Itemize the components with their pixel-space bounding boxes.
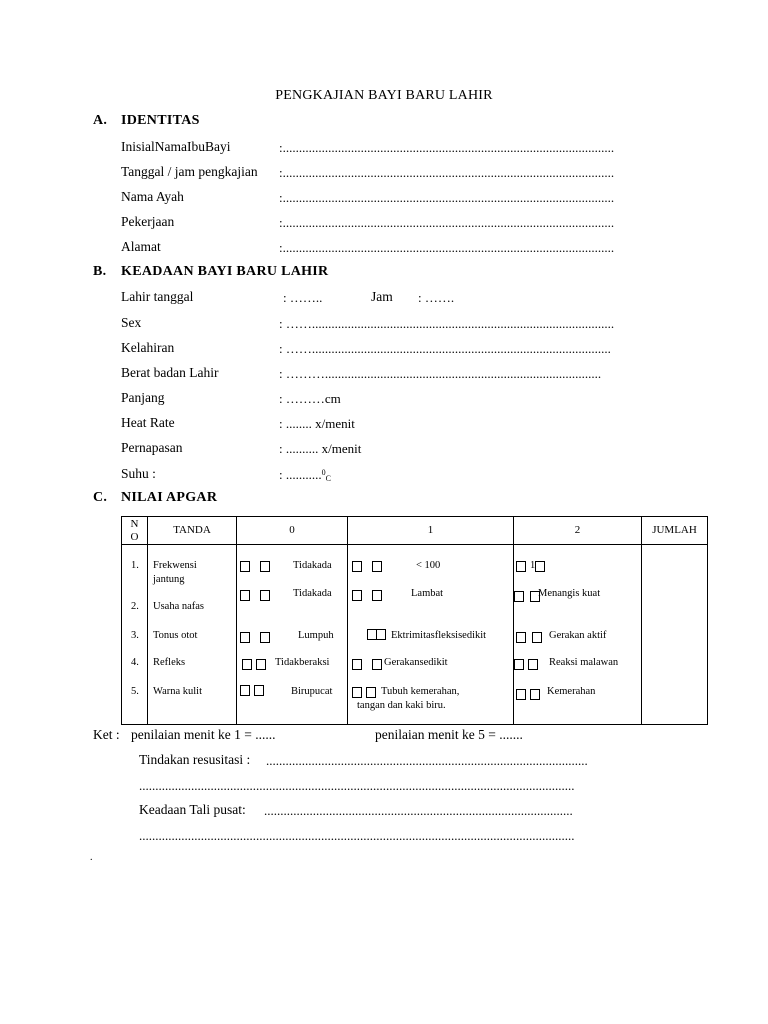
field-value-tanggal-jam: :...................................................................................................... xyxy=(279,165,615,180)
checkbox-r5-0a[interactable] xyxy=(240,685,250,696)
field-label-alamat: Alamat xyxy=(121,239,161,254)
field-value-suhu xyxy=(279,467,331,483)
section-c-heading: NILAI APGAR xyxy=(121,490,218,505)
checkbox-r3-1b[interactable] xyxy=(376,629,386,640)
field-label-panjang: Panjang xyxy=(121,390,165,405)
apgar-row4-score2: Reaksi malawan xyxy=(549,657,619,668)
field-label-kelahiran: Kelahiran xyxy=(121,340,175,355)
field-value-sex: : ……............................................................................................. xyxy=(279,316,615,331)
field-value-berat-badan: : ………..................................................................................... xyxy=(279,366,602,381)
tindakan-dots-1: ................................................................................................... xyxy=(266,753,588,768)
checkbox-r3-0b[interactable] xyxy=(260,632,270,643)
field-label-jam: Jam xyxy=(371,289,393,304)
section-a-letter: A. xyxy=(93,113,108,128)
checkbox-r5-2a[interactable] xyxy=(516,689,526,700)
footer-mark: . xyxy=(90,852,93,863)
suhu-degree: 0 xyxy=(321,468,326,477)
checkbox-r2-1a[interactable] xyxy=(352,590,362,601)
tindakan-label: Tindakan resusitasi : xyxy=(139,752,251,767)
checkbox-r1-1b[interactable] xyxy=(372,561,382,572)
checkbox-r3-2a[interactable] xyxy=(516,632,526,643)
checkbox-r5-1b[interactable] xyxy=(366,687,376,698)
apgar-row4-score0: Tidakberaksi xyxy=(275,657,330,668)
field-label-nama-ayah: Nama Ayah xyxy=(121,189,184,204)
checkbox-r1-0a[interactable] xyxy=(240,561,250,572)
section-b-heading: KEADAAN BAYI BARU LAHIR xyxy=(121,264,329,279)
field-value-panjang: : ………cm xyxy=(279,391,341,406)
checkbox-r4-0a[interactable] xyxy=(242,659,252,670)
checkbox-r4-2a[interactable] xyxy=(514,659,524,670)
page-title: PENGKAJIAN BAYI BARU LAHIR xyxy=(275,88,493,103)
field-value-lahir-tanggal: : …….. xyxy=(283,290,323,305)
field-label-sex: Sex xyxy=(121,315,142,330)
suhu-dots: : ........... xyxy=(279,467,322,482)
field-value-nama-ayah: :...................................................................................................... xyxy=(279,190,615,205)
header-score-0: 0 xyxy=(237,517,348,545)
field-value-pernapasan: : .......... x/menit xyxy=(279,441,362,456)
tindakan-dots-2: ...................................................................................................................................... xyxy=(139,778,575,793)
apgar-row3-score2: Gerakan aktif xyxy=(549,630,607,641)
checkbox-r2-2a[interactable] xyxy=(514,591,524,602)
apgar-row5-no: 5. xyxy=(131,686,139,697)
tali-pusat-dots-1: ............................................................................................... xyxy=(264,803,573,818)
field-label-inisial: InisialNamaIbuBayi xyxy=(121,139,231,154)
tali-pusat-dots-2: ...................................................................................................................................... xyxy=(139,828,575,843)
header-tanda: TANDA xyxy=(148,517,237,545)
apgar-row5-score0: Birupucat xyxy=(291,686,333,697)
checkbox-r5-1a[interactable] xyxy=(352,687,362,698)
apgar-row5-score1-line2: tangan dan kaki biru. xyxy=(357,700,446,711)
apgar-row1-score1: < 100 xyxy=(416,560,441,571)
checkbox-r3-0a[interactable] xyxy=(240,632,250,643)
checkbox-r3-2b[interactable] xyxy=(532,632,542,643)
tali-pusat-label: Keadaan Tali pusat: xyxy=(139,802,246,817)
field-value-heat-rate: : ........ x/menit xyxy=(279,416,355,431)
header-jumlah: JUMLAH xyxy=(642,517,708,545)
checkbox-r4-1a[interactable] xyxy=(352,659,362,670)
checkbox-r4-2b[interactable] xyxy=(528,659,538,670)
apgar-row3-score1: Ektrimitasfleksisedikit xyxy=(391,630,487,641)
checkbox-r4-0b[interactable] xyxy=(256,659,266,670)
apgar-row3-tanda: Tonus otot xyxy=(153,630,198,641)
ket-menit-5: penilaian menit ke 5 = ....... xyxy=(375,727,523,742)
apgar-row3-no: 3. xyxy=(131,630,139,641)
field-label-heat-rate: Heat Rate xyxy=(121,415,175,430)
field-label-berat-badan: Berat badan Lahir xyxy=(121,365,219,380)
suhu-unit: C xyxy=(325,474,331,483)
apgar-row5-score2: Kemerahan xyxy=(547,686,596,697)
checkbox-r1-2a[interactable] xyxy=(516,561,526,572)
checkbox-r1-1a[interactable] xyxy=(352,561,362,572)
apgar-row1-score0: Tidakada xyxy=(293,560,332,571)
field-value-inisial: :...................................................................................................... xyxy=(279,140,615,155)
apgar-row1-score2: 1 xyxy=(530,560,536,571)
ket-label: Ket : xyxy=(93,727,120,742)
field-value-kelahiran: : ……............................................................................................ xyxy=(279,341,611,356)
checkbox-r5-2b[interactable] xyxy=(530,689,540,700)
section-b-letter: B. xyxy=(93,264,107,279)
checkbox-r1-0b[interactable] xyxy=(260,561,270,572)
apgar-row2-score1: Lambat xyxy=(411,588,444,599)
checkbox-r4-1b[interactable] xyxy=(372,659,382,670)
body-jumlah-col xyxy=(642,545,708,725)
field-value-jam: : ……. xyxy=(418,290,455,305)
checkbox-r2-0a[interactable] xyxy=(240,590,250,601)
apgar-row2-no: 2. xyxy=(131,601,139,612)
apgar-row1-no: 1. xyxy=(131,560,139,571)
apgar-row1-tanda2: jantung xyxy=(153,574,185,585)
field-label-pekerjaan: Pekerjaan xyxy=(121,214,175,229)
header-score-2: 2 xyxy=(514,517,642,545)
apgar-row2-score2: Menangis kuat xyxy=(538,588,601,599)
field-label-tanggal-jam: Tanggal / jam pengkajian xyxy=(121,164,258,179)
apgar-row1-tanda: Frekwensi xyxy=(153,560,197,571)
checkbox-r2-0b[interactable] xyxy=(260,590,270,601)
checkbox-r1-2b[interactable] xyxy=(535,561,545,572)
field-value-pekerjaan: :...................................................................................................... xyxy=(279,215,615,230)
apgar-row2-tanda: Usaha nafas xyxy=(153,601,205,612)
section-a-heading: IDENTITAS xyxy=(121,113,200,128)
checkbox-r2-1b[interactable] xyxy=(372,590,382,601)
section-c-letter: C. xyxy=(93,490,108,505)
field-label-suhu: Suhu : xyxy=(121,466,156,481)
apgar-row4-tanda: Refleks xyxy=(153,657,186,668)
field-value-alamat: :...................................................................................................... xyxy=(279,240,615,255)
apgar-row5-tanda: Warna kulit xyxy=(153,686,203,697)
ket-menit-1: penilaian menit ke 1 = ...... xyxy=(131,727,276,742)
field-label-lahir-tanggal: Lahir tanggal xyxy=(121,289,194,304)
header-score-1: 1 xyxy=(348,517,514,545)
apgar-row3-score0: Lumpuh xyxy=(298,630,334,641)
apgar-row2-score0: Tidakada xyxy=(293,588,332,599)
apgar-row4-no: 4. xyxy=(131,657,139,668)
apgar-row4-score1: Gerakansedikit xyxy=(384,657,448,668)
apgar-row5-score1: Tubuh kemerahan, xyxy=(381,686,460,697)
checkbox-r5-0b[interactable] xyxy=(254,685,264,696)
header-no: N O xyxy=(122,517,148,545)
field-label-pernapasan: Pernapasan xyxy=(121,440,183,455)
